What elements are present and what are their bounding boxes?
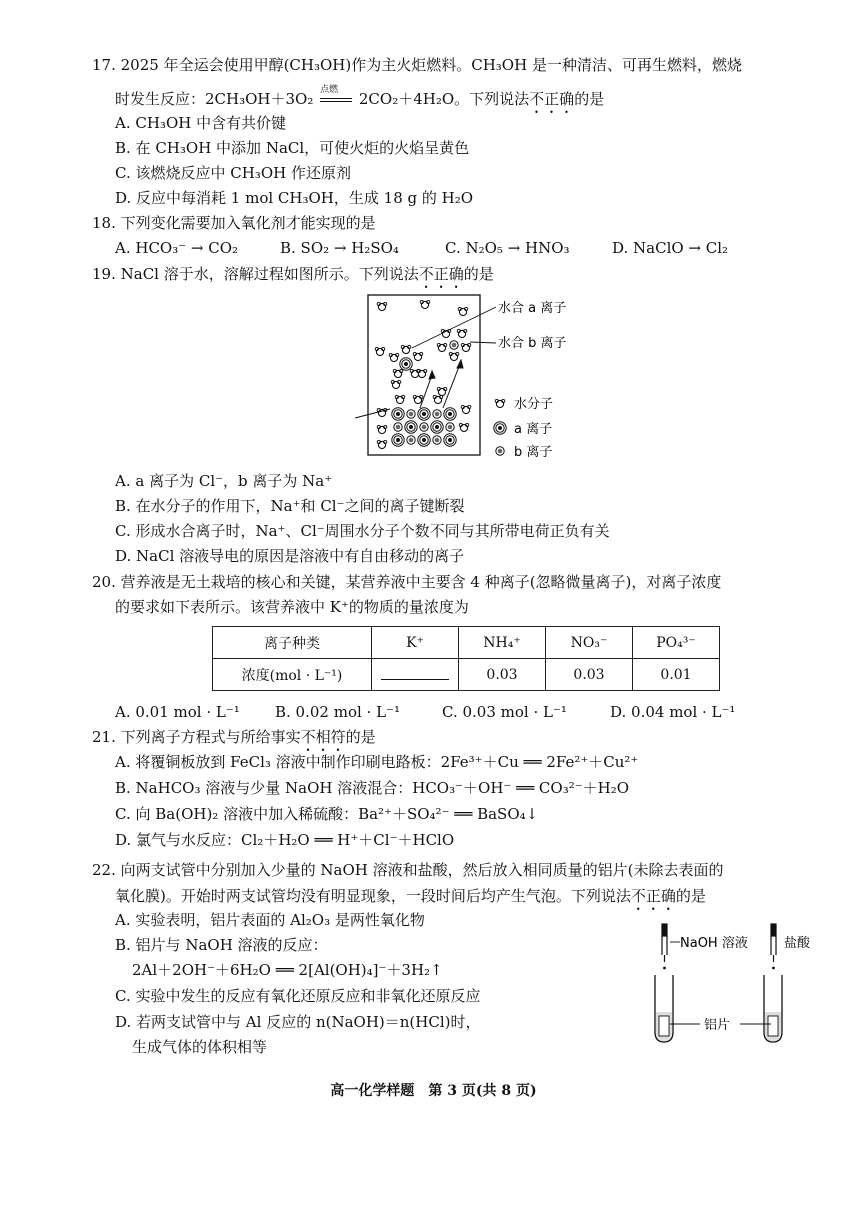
ion-concentration-table — [212, 626, 720, 691]
table-row — [213, 659, 720, 691]
table-cell: 0.01 — [633, 659, 720, 691]
q17-option-c: C. 该燃烧反应中 CH₃OH 作还原剂 — [115, 164, 351, 182]
q20-option-a: A. 0.01 mol · L⁻¹ — [115, 703, 240, 721]
table-header-cell: NO₃⁻ — [546, 627, 633, 659]
legend-water: 水分子 — [514, 397, 554, 412]
q17-stem-line1: 17. 2025 年全运会使用甲醇(CH₃OH)作为主火炬燃料。CH₃OH 是一种清洁、可再生燃料，燃烧 — [92, 56, 742, 74]
aluminum-strip-left — [659, 1016, 669, 1036]
legend-water-icon — [495, 399, 505, 407]
q17-emphasis: 不正确 — [529, 90, 575, 108]
table-header-cell: NH₄⁺ — [459, 627, 546, 659]
q21-option-c: C. 向 Ba(OH)₂ 溶液中加入稀硫酸：Ba²⁺＋SO₄²⁻ ══ BaSO₄↓ — [115, 805, 539, 823]
table-cell: 0.03 — [546, 659, 633, 691]
q18-option-c: C. N₂O₅ → HNO₃ — [445, 239, 570, 257]
table-cell: 0.03 — [459, 659, 546, 691]
test-tube-figure — [640, 920, 830, 1050]
q22-stem-line2: 氧化膜)。开始时两支试管均没有明显现象，一段时间后均产生气泡。下列说法不正确的是 — [115, 887, 706, 905]
q22-option-c: C. 实验中发生的反应有氧化还原反应和非氧化还原反应 — [115, 987, 481, 1005]
q21-option-d: D. 氯气与水反应：Cl₂＋H₂O ══ H⁺＋Cl⁻＋HClO — [115, 831, 455, 849]
table-header-cell: 离子种类 — [213, 627, 372, 659]
q17-stem-line2: 时发生反应：2CH₃OH＋3O₂ 点燃 2CO₂＋4H₂O。下列说法不正确的是 — [115, 85, 605, 108]
q18-option-d: D. NaClO → Cl₂ — [612, 239, 729, 257]
q18-option-a: A. HCO₃⁻ → CO₂ — [115, 239, 239, 257]
q18-stem: 18. 下列变化需要加入氧化剂才能实现的是 — [92, 214, 376, 232]
q22-option-b-equation: 2Al＋2OH⁻＋6H₂O ══ 2[Al(OH)₄]⁻＋3H₂↑ — [132, 961, 443, 979]
q17-option-a: A. CH₃OH 中含有共价键 — [115, 114, 287, 132]
q20-option-b: B. 0.02 mol · L⁻¹ — [275, 703, 400, 721]
label-hydrated-b: 水合 b 离子 — [498, 336, 567, 351]
q20-stem-line1: 20. 营养液是无土栽培的核心和关键，某营养液中主要含 4 种离子(忽略微量离子)，对离子浓度 — [92, 573, 722, 591]
dropper-right — [771, 924, 776, 962]
q18-option-b: B. SO₂ → H₂SO₄ — [280, 239, 399, 257]
legend-b: b 离子 — [514, 445, 553, 460]
q19-option-c: C. 形成水合离子时，Na⁺、Cl⁻周围水分子个数不同与其所带电荷正负有关 — [115, 522, 610, 540]
legend-a-icon — [494, 422, 506, 434]
q19-option-d: D. NaCl 溶液导电的原因是溶液中有自由移动的离子 — [115, 547, 465, 565]
dropper-left — [662, 924, 667, 962]
q21-stem: 21. 下列离子方程式与所给事实不相符的是 — [92, 728, 376, 746]
table-row-label: 浓度(mol · L⁻¹) — [213, 659, 372, 691]
legend-b-icon — [496, 447, 504, 455]
q22-option-d: D. 若两支试管中与 Al 反应的 n(NaOH)＝n(HCl)时， — [115, 1013, 481, 1031]
table-header-cell: PO₄³⁻ — [633, 627, 720, 659]
label-naoh: NaOH 溶液 — [680, 936, 748, 951]
q21-option-a: A. 将覆铜板放到 FeCl₃ 溶液中制作印刷电路板：2Fe³⁺＋Cu ══ 2Fe²⁺＋Cu²⁺ — [115, 753, 639, 771]
k-blank-cell — [372, 659, 459, 691]
page-footer: 高一化学样题 第 3 页(共 8 页) — [330, 1083, 537, 1099]
label-aluminum: 铝片 — [704, 1018, 731, 1033]
answer-blank — [381, 665, 449, 680]
q19-option-a: A. a 离子为 Cl⁻，b 离子为 Na⁺ — [115, 472, 333, 490]
label-hcl: 盐酸 — [784, 936, 811, 951]
q17-option-d: D. 反应中每消耗 1 mol CH₃OH，生成 18 g 的 H₂O — [115, 189, 474, 207]
label-hydrated-a: 水合 a 离子 — [498, 301, 567, 316]
q22-option-a: A. 实验表明，铝片表面的 Al₂O₃ 是两性氧化物 — [115, 911, 425, 929]
q20-stem-line2: 的要求如下表所示。该营养液中 K⁺的物质的量浓度为 — [115, 598, 469, 616]
q19-emphasis: 不正确 — [418, 265, 464, 283]
q22-option-b: B. 铝片与 NaOH 溶液的反应： — [115, 936, 328, 954]
aluminum-strip-right — [768, 1016, 778, 1036]
q21-emphasis: 不相符 — [300, 728, 346, 746]
q22-emphasis: 不正确 — [630, 887, 676, 905]
q20-option-d: D. 0.04 mol · L⁻¹ — [610, 703, 736, 721]
q22-option-d-line2: 生成气体的体积相等 — [132, 1038, 268, 1056]
q21-option-b: B. NaHCO₃ 溶液与少量 NaOH 溶液混合：HCO₃⁻＋OH⁻ ══ CO₃²⁻＋H₂O — [115, 779, 630, 797]
q22-stem-line1: 22. 向两支试管中分别加入少量的 NaOH 溶液和盐酸，然后放入相同质量的铝片(未除去表面的 — [92, 861, 724, 879]
q20-option-c: C. 0.03 mol · L⁻¹ — [442, 703, 567, 721]
legend-a: a 离子 — [514, 422, 553, 437]
q17-option-b: B. 在 CH₃OH 中添加 NaCl，可使火炬的火焰呈黄色 — [115, 139, 470, 157]
q19-stem: 19. NaCl 溶于水，溶解过程如图所示。下列说法不正确的是 — [92, 265, 494, 283]
table-header-row — [213, 627, 720, 659]
nacl-dissolution-figure — [350, 290, 600, 462]
q19-option-b: B. 在水分子的作用下，Na⁺和 Cl⁻之间的离子键断裂 — [115, 497, 465, 515]
ignite-arrow: 点燃 — [318, 89, 354, 109]
table-header-cell: K⁺ — [372, 627, 459, 659]
